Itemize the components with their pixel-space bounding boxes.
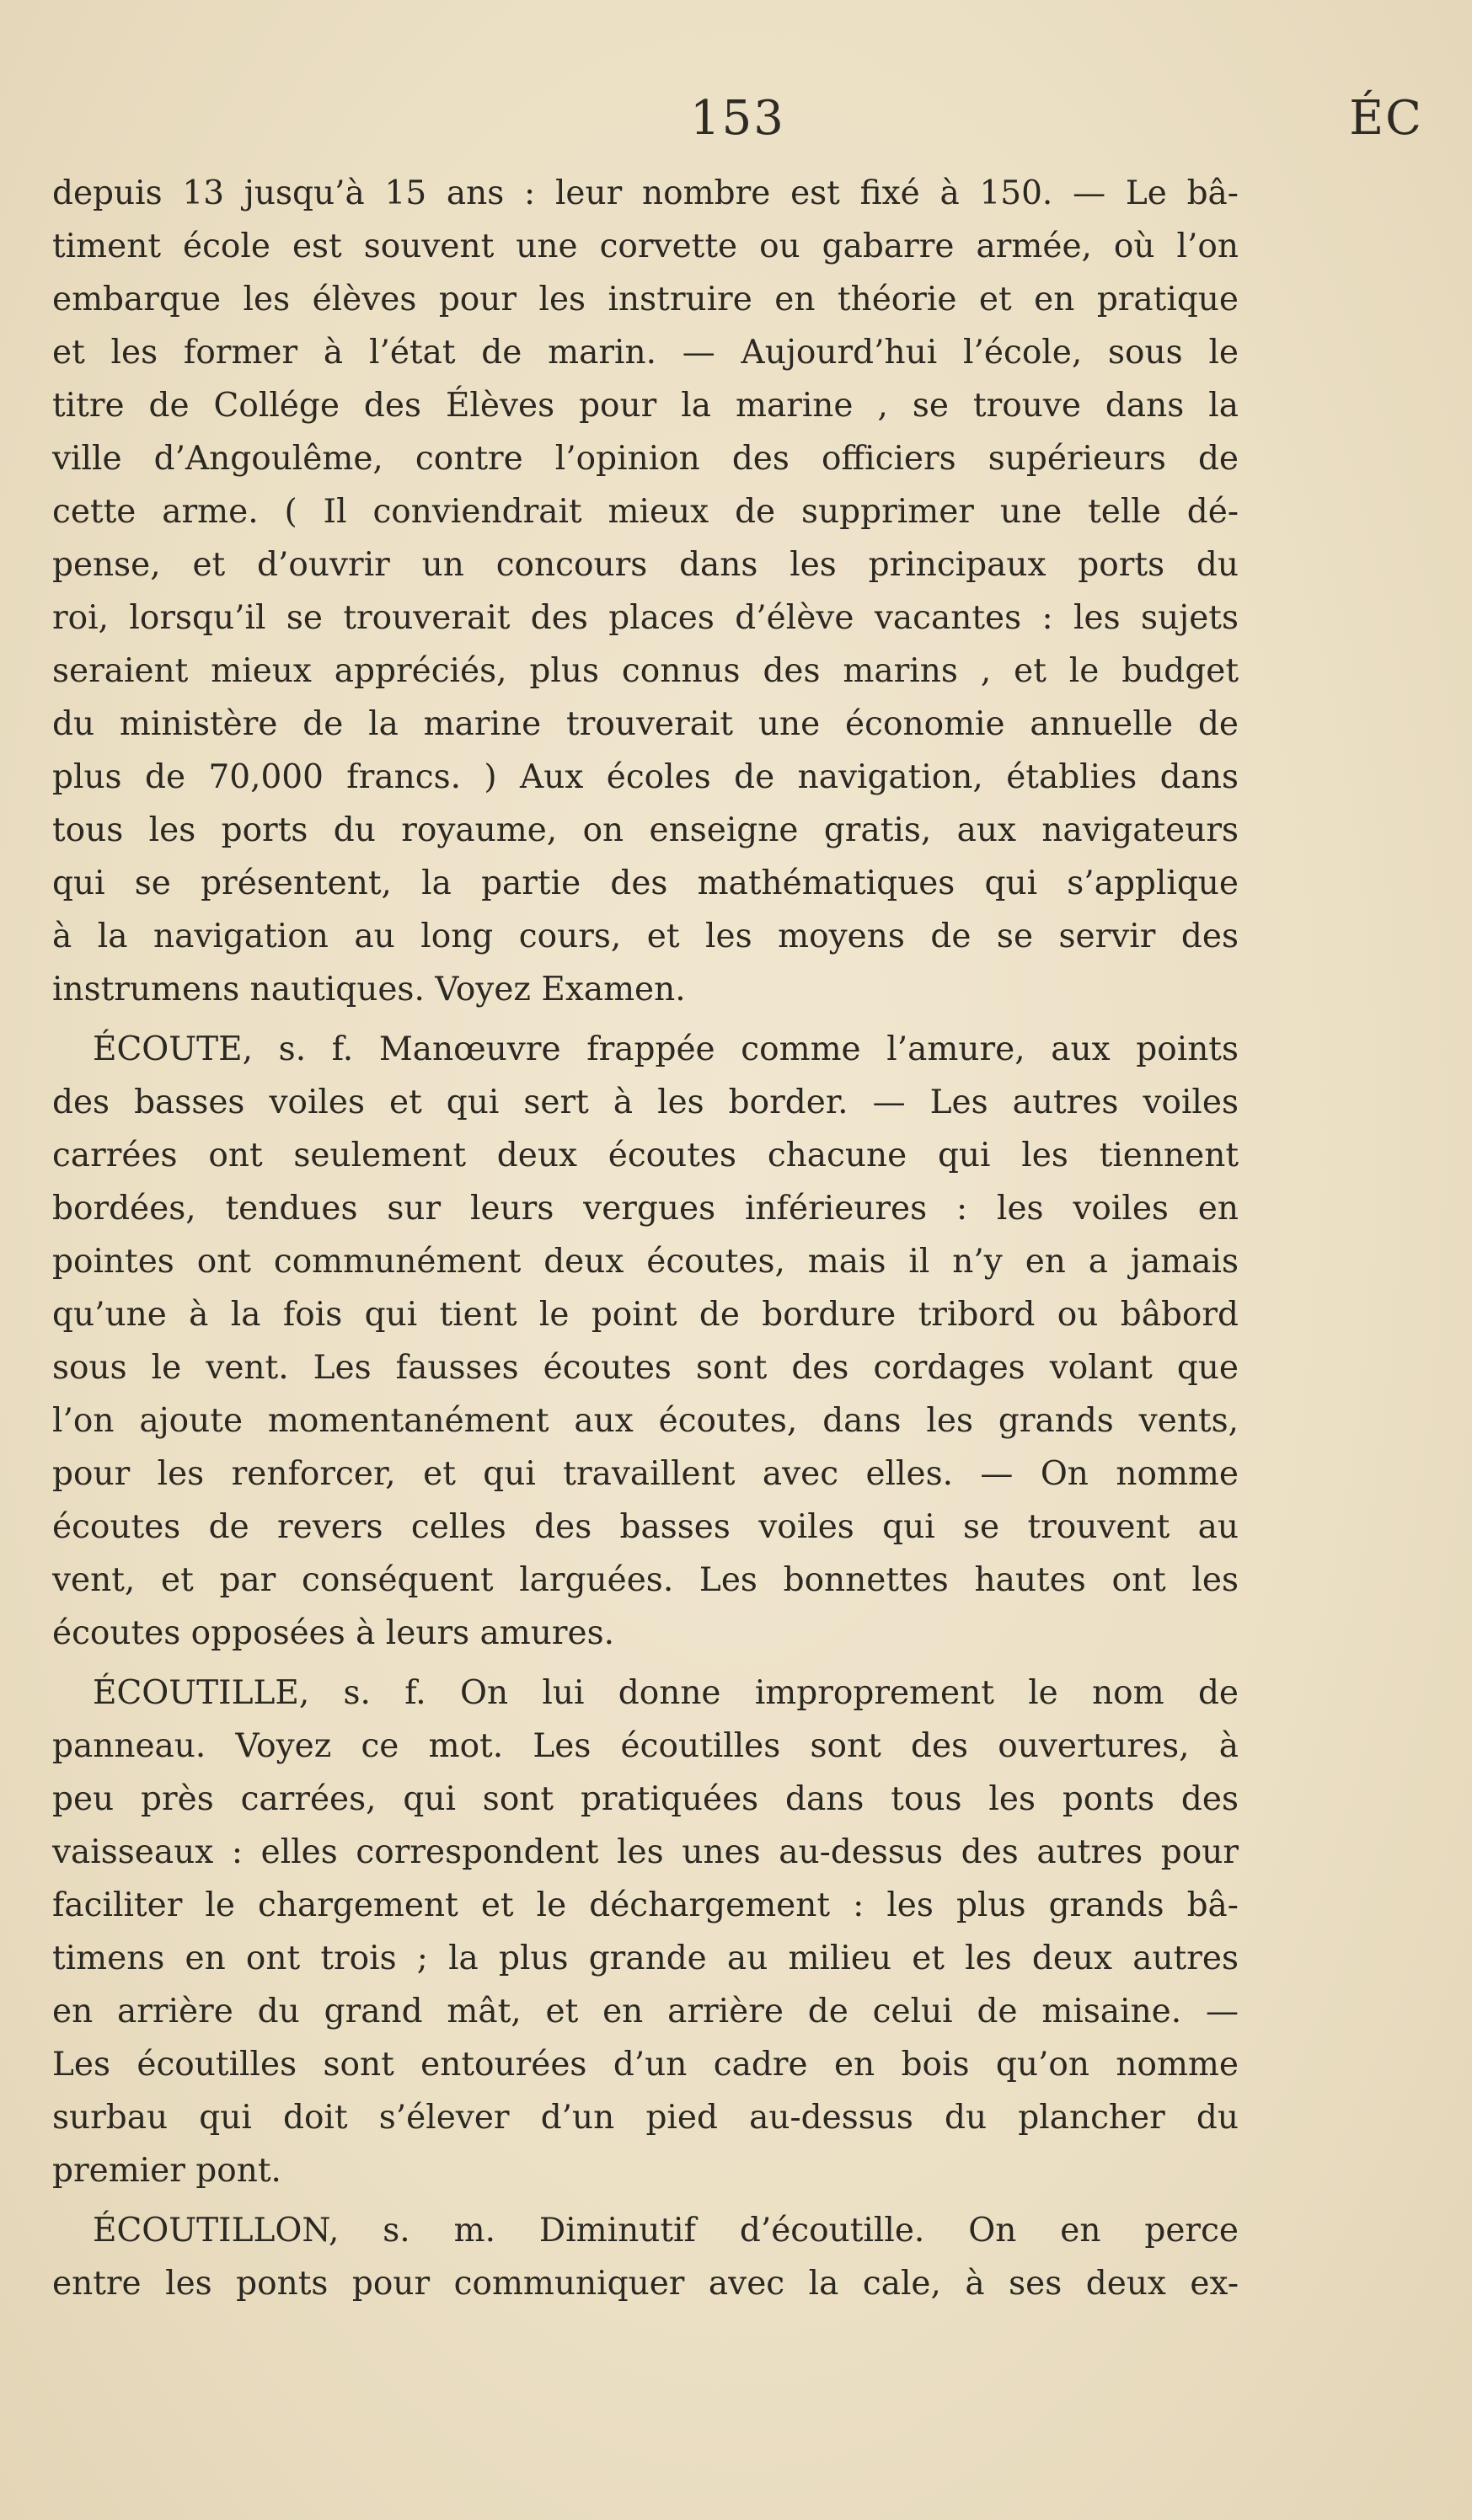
text-line: embarque les élèves pour les instruire en théorie et en pratique [52, 281, 1239, 318]
text-line: premier pont. [52, 2152, 281, 2190]
text-line: ville d’Angoulême, contre l’opinion des officiers supérieurs de [52, 440, 1239, 478]
entry-ecoute [52, 1023, 1239, 1660]
text-line: bordées, tendues sur leurs vergues inférieures : les voiles en [52, 1190, 1239, 1228]
text-line: vent, et par conséquent larguées. Les bonnettes hautes ont les [52, 1561, 1239, 1599]
text-line: et les former à l’état de marin. — Aujourd’hui l’école, sous le [52, 334, 1239, 372]
text-line: sous le vent. Les fausses écoutes sont des cordages volant que [52, 1349, 1239, 1387]
text-line: surbau qui doit s’élever d’un pied au-dessus du plancher du [52, 2099, 1239, 2137]
entry-first-line: ÉCOUTILLE, s. f. On lui donne improprement le nom de [93, 1674, 1239, 1712]
text-line: écoutes opposées à leurs amures. [52, 1614, 615, 1652]
text-line: seraient mieux appréciés, plus connus des marins , et le budget [52, 652, 1239, 690]
text-line: faciliter le chargement et le déchargement : les plus grands bâ- [52, 1886, 1239, 1924]
paragraph-gap [52, 2197, 1239, 2204]
text-line: pour les renforcer, et qui travaillent avec elles. — On nomme [52, 1455, 1239, 1493]
text-line: plus de 70,000 francs. ) Aux écoles de navigation, établies dans [52, 758, 1239, 796]
entry-ecoutille [52, 1667, 1239, 2197]
entry-ecoutillon [52, 2204, 1239, 2310]
text-line: des basses voiles et qui sert à les border. — Les autres voiles [52, 1083, 1239, 1121]
text-line: carrées ont seulement deux écoutes chacune qui les tiennent [52, 1137, 1239, 1174]
text-line: instrumens nautiques. Voyez Examen. [52, 971, 686, 1009]
paragraph-gap [52, 1660, 1239, 1667]
text-line: Les écoutilles sont entourées d’un cadre en bois qu’on nomme [52, 2046, 1239, 2084]
text-line: pense, et d’ouvrir un concours dans les principaux ports du [52, 546, 1239, 584]
text-line: du ministère de la marine trouverait une économie annuelle de [52, 705, 1239, 743]
text-line: qui se présentent, la partie des mathématiques qui s’applique [52, 864, 1239, 902]
text-line: panneau. Voyez ce mot. Les écoutilles sont des ouvertures, à [52, 1727, 1239, 1765]
text-line: depuis 13 jusqu’à 15 ans : leur nombre est fixé à 150. — Le bâ- [52, 174, 1239, 212]
text-line: pointes ont communément deux écoutes, mais il n’y en a jamais [52, 1243, 1239, 1281]
text-line: timent école est souvent une corvette ou gabarre armée, où l’on [52, 227, 1239, 265]
running-head: ÉC [1349, 91, 1423, 146]
text-line: écoutes de revers celles des basses voiles qui se trouvent au [52, 1508, 1239, 1546]
page-header [52, 91, 1423, 158]
paragraph-ecole-continued [52, 167, 1239, 1016]
text-line: à la navigation au long cours, et les moyens de se servir des [52, 918, 1239, 955]
text-line: vaisseaux : elles correspondent les unes au-dessus des autres pour [52, 1833, 1239, 1871]
text-line: l’on ajoute momentanément aux écoutes, dans les grands vents, [52, 1402, 1239, 1440]
entry-first-line: ÉCOUTE, s. f. Manœuvre frappée comme l’amure, aux points [93, 1030, 1239, 1068]
paragraph-gap [52, 1016, 1239, 1023]
text-line: en arrière du grand mât, et en arrière de celui de misaine. — [52, 1993, 1239, 2030]
text-line: tous les ports du royaume, on enseigne gratis, aux navigateurs [52, 811, 1239, 849]
text-line: qu’une à la fois qui tient le point de bordure tribord ou bâbord [52, 1296, 1239, 1334]
page-number: 153 [690, 91, 785, 146]
body-text [52, 167, 1239, 2310]
text-line: peu près carrées, qui sont pratiquées dans tous les ponts des [52, 1780, 1239, 1818]
entry-first-line: ÉCOUTILLON, s. m. Diminutif d’écoutille. On en perce [93, 2212, 1239, 2250]
text-line: entre les ponts pour communiquer avec la cale, à ses deux ex- [52, 2265, 1239, 2303]
text-line: roi, lorsqu’il se trouverait des places d’élève vacantes : les sujets [52, 599, 1239, 637]
text-line: cette arme. ( Il conviendrait mieux de supprimer une telle dé- [52, 493, 1239, 531]
text-line: timens en ont trois ; la plus grande au milieu et les deux autres [52, 1939, 1239, 1977]
text-line: titre de Collége des Élèves pour la marine , se trouve dans la [52, 387, 1239, 425]
